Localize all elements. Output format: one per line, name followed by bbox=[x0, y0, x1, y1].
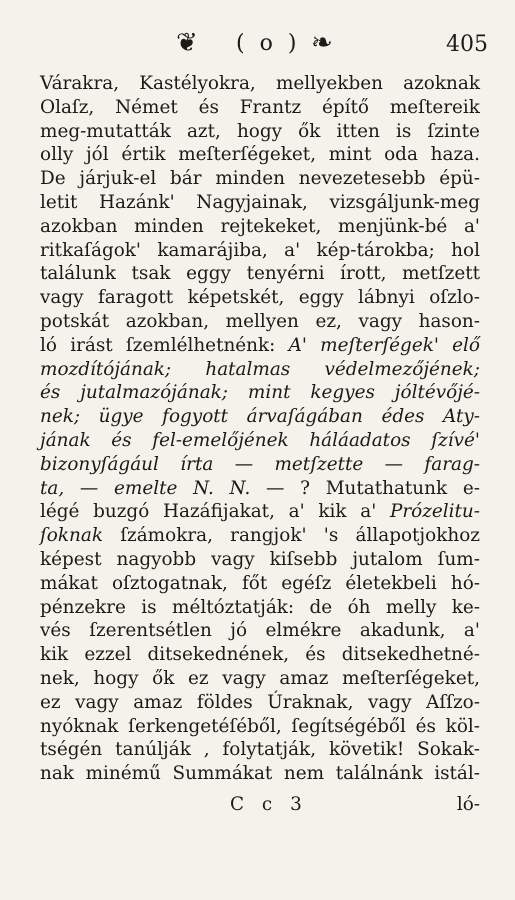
word: 's bbox=[323, 525, 339, 547]
word: bár bbox=[170, 168, 202, 190]
word: minden bbox=[215, 168, 285, 190]
word: — bbox=[384, 453, 404, 475]
word: ez, bbox=[315, 310, 342, 332]
text-line bbox=[40, 596, 480, 620]
word: és bbox=[198, 96, 219, 118]
word: lábnyi bbox=[358, 287, 415, 309]
word: vagy bbox=[40, 287, 84, 309]
page-number: 405 bbox=[446, 32, 488, 57]
word: jutalom bbox=[352, 548, 423, 570]
word: jó bbox=[230, 620, 248, 642]
word: mákat bbox=[40, 572, 98, 594]
word: buzgó bbox=[93, 501, 150, 523]
word: kegyes bbox=[310, 382, 375, 404]
word: folytatják, bbox=[222, 739, 317, 761]
signature-mark: C c 3 bbox=[230, 794, 308, 815]
text-line bbox=[40, 262, 480, 286]
text-line bbox=[40, 453, 480, 477]
text-line bbox=[40, 572, 480, 596]
word: és bbox=[40, 382, 61, 404]
word: hó- bbox=[450, 572, 480, 594]
text-line bbox=[40, 429, 480, 453]
word: meſterſégek' bbox=[320, 334, 439, 356]
word: N. bbox=[193, 477, 214, 499]
word: építő bbox=[322, 96, 370, 118]
text-line bbox=[40, 643, 480, 667]
word: tsak bbox=[131, 263, 171, 285]
text-line bbox=[40, 96, 480, 120]
word: hogy bbox=[93, 667, 139, 689]
word: a' bbox=[284, 239, 301, 261]
word: találnánk bbox=[335, 763, 423, 785]
word: fogyott bbox=[162, 406, 229, 428]
word: elmékre bbox=[265, 620, 342, 642]
word: ezzel bbox=[84, 644, 132, 666]
word: és bbox=[111, 429, 132, 451]
word: hol bbox=[451, 239, 480, 261]
word: oda bbox=[384, 144, 418, 166]
word: tenyérni bbox=[246, 263, 325, 285]
text-line bbox=[40, 524, 480, 548]
word: egéſz bbox=[281, 572, 332, 594]
text-line bbox=[40, 691, 480, 715]
text-line bbox=[40, 381, 480, 405]
word: jutalmazójának; bbox=[80, 382, 228, 404]
word: hason- bbox=[418, 310, 480, 332]
word: pénzekre bbox=[40, 596, 126, 618]
word: találunk bbox=[40, 263, 116, 285]
word: — bbox=[79, 477, 99, 499]
word: vagy bbox=[211, 548, 255, 570]
word: földes bbox=[196, 691, 253, 713]
word: árvaſágában bbox=[246, 406, 363, 428]
word: minden bbox=[134, 215, 204, 237]
word: vagy bbox=[75, 691, 119, 713]
word: A' bbox=[288, 334, 307, 356]
word: vagy bbox=[222, 667, 266, 689]
word: ſerkengetéſéből, bbox=[128, 715, 282, 737]
word: is bbox=[141, 596, 157, 618]
word: itten bbox=[336, 120, 380, 142]
word: ez bbox=[188, 667, 209, 689]
word: nak bbox=[40, 763, 74, 785]
word: menjünk-bé bbox=[338, 215, 448, 237]
word: emelte bbox=[114, 477, 178, 499]
word: de bbox=[309, 596, 333, 618]
text-line bbox=[40, 762, 480, 786]
word: meſterſégeket, bbox=[178, 144, 317, 166]
word: hatalmas bbox=[205, 358, 291, 380]
text-line bbox=[40, 715, 480, 739]
word: tségén bbox=[40, 739, 103, 761]
body-text bbox=[40, 72, 480, 786]
text-line bbox=[40, 738, 480, 762]
word: azokban bbox=[40, 215, 118, 237]
word: oſztogatnak, bbox=[111, 572, 228, 594]
word: metſzette bbox=[274, 453, 364, 475]
word: ditsekednének, bbox=[147, 644, 290, 666]
word: rejtekeket, bbox=[220, 215, 322, 237]
word: — bbox=[266, 477, 285, 499]
word: vagy bbox=[367, 691, 412, 713]
word: jának bbox=[40, 429, 91, 451]
text-line bbox=[40, 239, 480, 263]
word: háláadatos bbox=[309, 429, 411, 451]
word: Prózelitu- bbox=[389, 501, 480, 523]
word: nem bbox=[283, 763, 325, 785]
word: főt bbox=[241, 572, 268, 594]
word: meſterſégeket, bbox=[342, 667, 480, 689]
word: a' bbox=[360, 501, 377, 523]
word: méltóztatják: bbox=[172, 596, 295, 618]
word: ſegítségéből bbox=[291, 715, 406, 737]
word: jóltévőjé- bbox=[394, 382, 480, 404]
text-line bbox=[40, 334, 480, 358]
word: vizsgáljunk-meg bbox=[329, 191, 480, 213]
word: Aſſzo- bbox=[426, 691, 480, 713]
header-center-mark: ( o ) bbox=[236, 31, 301, 56]
word: ſzemlélhetnénk: bbox=[125, 334, 276, 356]
word: ſoknak bbox=[40, 525, 103, 547]
word: De bbox=[40, 168, 66, 190]
word: hogy bbox=[236, 120, 283, 142]
word: mint bbox=[328, 144, 372, 166]
word: ſzerentsétlen bbox=[89, 620, 212, 642]
word: azt, bbox=[186, 120, 221, 142]
text-line bbox=[40, 405, 480, 429]
word: — bbox=[234, 453, 254, 475]
text-line bbox=[40, 477, 480, 501]
word: a' bbox=[463, 620, 480, 642]
word: elő bbox=[452, 334, 480, 356]
word: istál- bbox=[434, 763, 480, 785]
word: ſzinte bbox=[427, 120, 480, 142]
word: nek, bbox=[40, 667, 80, 689]
text-line bbox=[40, 72, 480, 96]
word: követik! bbox=[328, 739, 405, 761]
word: meg-mutatták bbox=[40, 120, 171, 142]
page-header bbox=[36, 28, 488, 60]
word: Hazáfijakat, bbox=[162, 501, 275, 523]
text-line bbox=[40, 215, 480, 239]
word: mint bbox=[247, 382, 291, 404]
word: mozdítójának; bbox=[40, 358, 172, 380]
text-line bbox=[40, 310, 480, 334]
word: köl- bbox=[445, 715, 480, 737]
word: állapotjokhoz bbox=[355, 525, 480, 547]
word: potskát bbox=[40, 310, 110, 332]
word: nek; bbox=[40, 406, 81, 428]
word: haza. bbox=[430, 144, 480, 166]
word: nagyobb bbox=[116, 548, 197, 570]
word: légé bbox=[40, 501, 80, 523]
word: tanúlják bbox=[115, 739, 191, 761]
word: jól bbox=[85, 144, 109, 166]
word: mellyen bbox=[225, 310, 299, 332]
word: rangjok' bbox=[230, 525, 307, 547]
word: irást bbox=[70, 334, 113, 356]
word: Olaſz, bbox=[40, 96, 95, 118]
fleuron-right-icon: ❧ bbox=[311, 28, 333, 58]
word: életekbeli bbox=[345, 572, 437, 594]
word: ? bbox=[300, 477, 310, 499]
word: akadunk, bbox=[359, 620, 446, 642]
word: Frantz bbox=[239, 96, 302, 118]
word: e- bbox=[462, 477, 480, 499]
word: ke- bbox=[451, 596, 480, 618]
page-footer bbox=[40, 794, 480, 820]
word: eggy bbox=[186, 263, 231, 285]
word: ló bbox=[40, 334, 57, 356]
word: mellyekben bbox=[275, 73, 383, 94]
catchword: ló- bbox=[456, 794, 480, 815]
word: kik bbox=[40, 644, 69, 666]
text-line bbox=[40, 548, 480, 572]
text-line bbox=[40, 500, 480, 524]
word: eggy bbox=[298, 287, 344, 309]
text-line bbox=[40, 358, 480, 382]
word: képetskét, bbox=[187, 287, 285, 309]
word: értik bbox=[121, 144, 166, 166]
word: édes bbox=[381, 406, 425, 428]
word: írta bbox=[180, 453, 214, 475]
word: óh bbox=[347, 596, 371, 618]
word: Hazánk' bbox=[99, 191, 175, 213]
text-line bbox=[40, 667, 480, 691]
word: letit bbox=[40, 191, 78, 213]
word: ritkaſágok' bbox=[40, 239, 141, 261]
word: Kastélyokra, bbox=[139, 73, 256, 94]
word: képest bbox=[40, 548, 102, 570]
word: bizonyſágául bbox=[40, 453, 159, 475]
text-line bbox=[40, 286, 480, 310]
word: ſum- bbox=[437, 548, 480, 570]
word: Summákat bbox=[172, 763, 273, 785]
word: védelmezőjének; bbox=[324, 358, 480, 380]
word: azokban, bbox=[125, 310, 210, 332]
word: írott, bbox=[340, 263, 387, 285]
word: metſzett bbox=[402, 263, 480, 285]
word: minémű bbox=[85, 763, 161, 785]
word: Mutathatunk bbox=[325, 477, 448, 499]
word: Úraknak, bbox=[267, 691, 354, 713]
text-line bbox=[40, 619, 480, 643]
word: ditsekedhetné- bbox=[341, 644, 480, 666]
word: faragott bbox=[97, 287, 174, 309]
word: és bbox=[305, 644, 326, 666]
word: ők bbox=[298, 120, 321, 142]
word: is bbox=[395, 120, 412, 142]
text-line bbox=[40, 191, 480, 215]
word: farag- bbox=[424, 453, 480, 475]
text-line bbox=[40, 167, 480, 191]
word: Aty- bbox=[443, 406, 480, 428]
text-line bbox=[40, 143, 480, 167]
word: kik bbox=[318, 501, 347, 523]
word: amaz bbox=[133, 691, 183, 713]
word: melly bbox=[385, 596, 437, 618]
word: amaz bbox=[279, 667, 329, 689]
text-line bbox=[40, 120, 480, 144]
word: nyóknak bbox=[40, 715, 119, 737]
word: meſtereik bbox=[389, 96, 480, 118]
word: a' bbox=[288, 501, 305, 523]
word: oſzlo- bbox=[429, 287, 480, 309]
word: ez bbox=[40, 691, 61, 713]
word: járjuk-el bbox=[79, 168, 157, 190]
word: N. bbox=[229, 477, 251, 499]
word: kiſsebb bbox=[269, 548, 338, 570]
word: vagy bbox=[358, 310, 403, 332]
word: kamarájiba, bbox=[157, 239, 268, 261]
word: nevezetesebb bbox=[298, 168, 426, 190]
word: épü- bbox=[439, 168, 480, 190]
word: fel-emelőjének bbox=[152, 429, 289, 451]
word: vés bbox=[40, 620, 71, 642]
word: a' bbox=[463, 215, 480, 237]
word: kép-tárokba; bbox=[316, 239, 435, 261]
word: ſzívé' bbox=[431, 429, 480, 451]
word: Sokak- bbox=[417, 739, 480, 761]
word: Várakra, bbox=[40, 73, 120, 94]
word: ta, bbox=[40, 477, 65, 499]
word: azoknak bbox=[403, 73, 480, 94]
word: Német bbox=[115, 96, 178, 118]
word: ők bbox=[152, 667, 175, 689]
word: és bbox=[415, 715, 436, 737]
word: Nagyjainak, bbox=[196, 191, 308, 213]
word: , bbox=[203, 739, 210, 761]
fleuron-left-icon: ❦ bbox=[176, 28, 198, 58]
word: olly bbox=[40, 144, 74, 166]
word: ügye bbox=[98, 406, 144, 428]
word: ſzámokra, bbox=[120, 525, 213, 547]
